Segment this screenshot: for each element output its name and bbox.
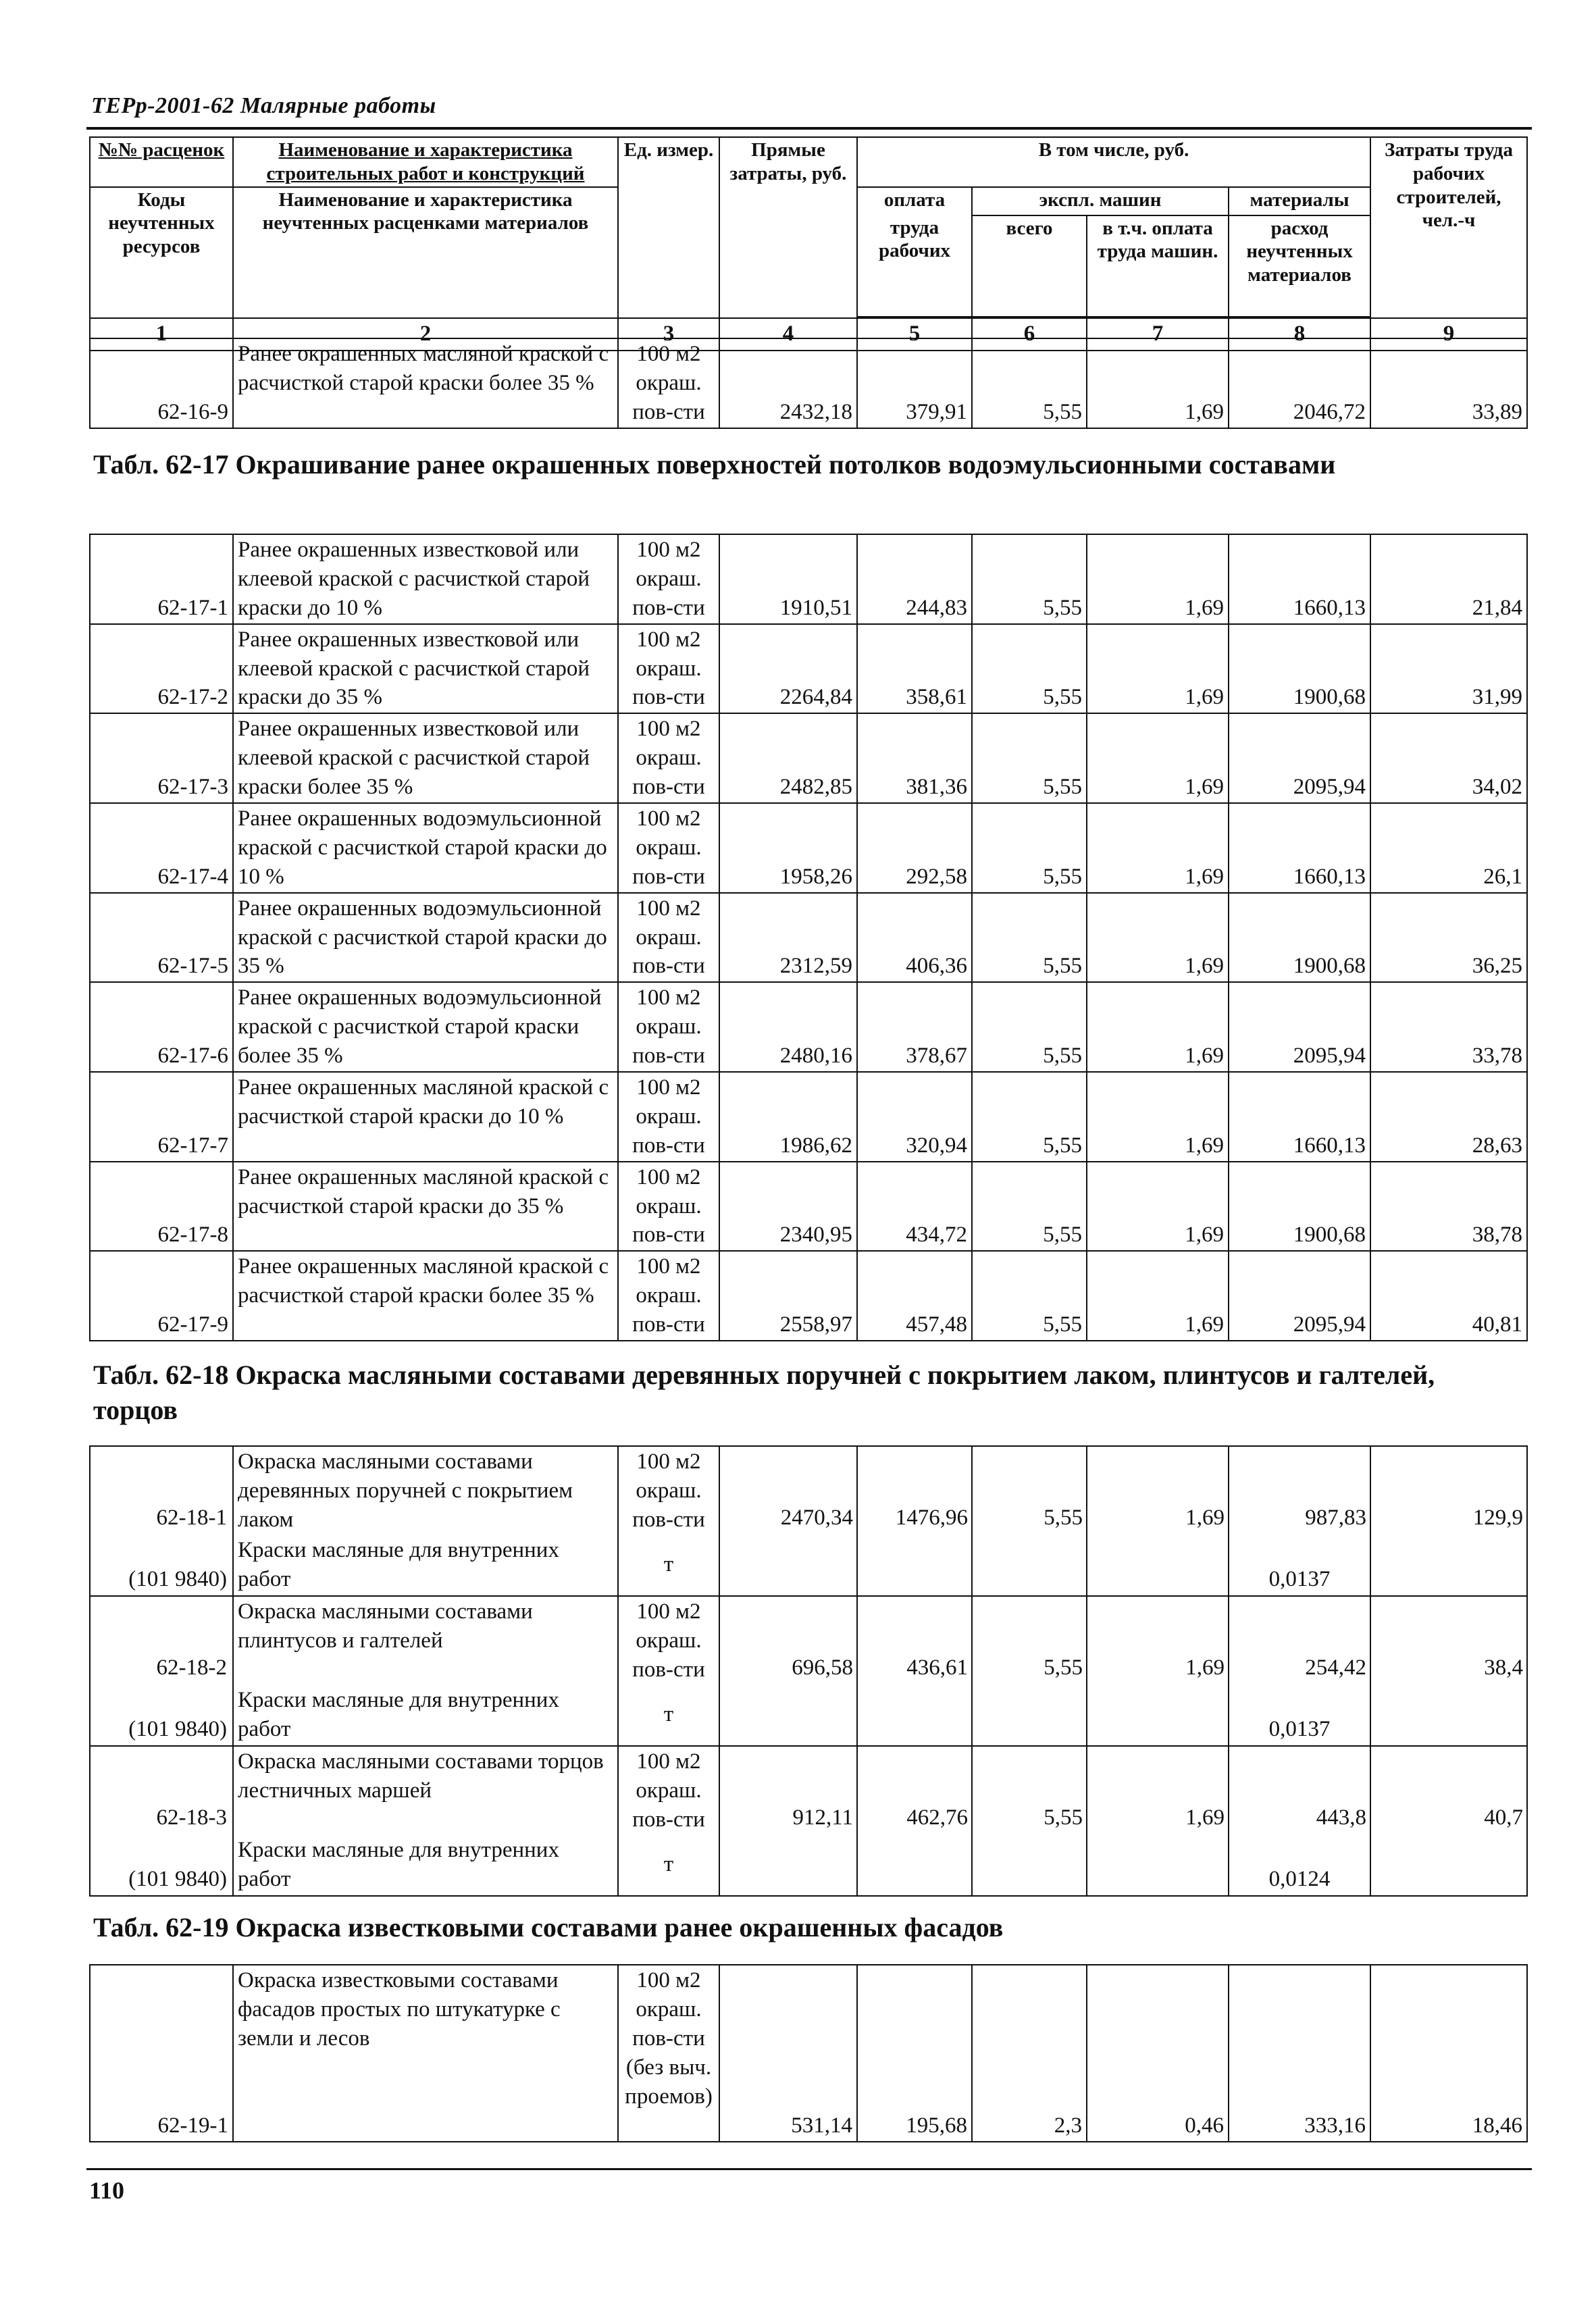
machines-wages: 1,69 — [1087, 803, 1229, 893]
resource-qty: 0,0137 — [1268, 1567, 1331, 1592]
machines-total: 5,55 — [972, 1446, 1087, 1596]
rate-code: 62-17-2 — [90, 624, 233, 714]
unit: 100 м2 окраш. пов-сти — [618, 534, 719, 624]
rate-code: 62-19-1 — [90, 1965, 233, 2142]
direct-cost: 2480,16 — [719, 982, 857, 1072]
machines-total: 5,55 — [972, 713, 1087, 803]
footer-rule — [86, 2168, 1532, 2170]
work-name: Ранее окрашенных известковой или клеевой краской с расчисткой старой краски до 10 % — [233, 534, 618, 624]
table-row — [90, 338, 1527, 428]
rate-code: 62-16-9 — [90, 338, 233, 428]
unit: 100 м2 окраш. пов-сти — [618, 713, 719, 803]
resource-name: Краски масляные для внутренних работ — [238, 1838, 559, 1892]
wages: 1476,96 — [857, 1446, 972, 1596]
machines-wages: 1,69 — [1087, 1251, 1229, 1341]
wages: 457,48 — [857, 1251, 972, 1341]
labor-cost: 33,78 — [1370, 982, 1527, 1072]
work-name-cell — [233, 1746, 618, 1896]
work-name: Ранее окрашенных известковой или клеевой краской с расчисткой старой краски до 35 % — [233, 624, 618, 714]
wages: 320,94 — [857, 1072, 972, 1162]
unit: 100 м2 окраш. пов-сти — [618, 982, 719, 1072]
rate-code: 62-17-4 — [90, 803, 233, 893]
wages: 195,68 — [857, 1965, 972, 2142]
materials: 2095,94 — [1229, 1251, 1370, 1341]
document-title: ТЕРр-2001-62 Малярные работы — [91, 93, 436, 118]
machines-wages: 1,69 — [1087, 1746, 1229, 1896]
table-row — [90, 1446, 1527, 1596]
materials: 2095,94 — [1229, 982, 1370, 1072]
work-name: Окраска масляными составами деревянных поручней с покрытием лаком — [238, 1449, 573, 1532]
wages: 434,72 — [857, 1162, 972, 1252]
resource-qty: 0,0137 — [1268, 1717, 1331, 1742]
direct-cost: 2312,59 — [719, 893, 857, 983]
rate-code-cell — [90, 1746, 233, 1896]
col-code-sub-header: Коды неучтенных ресурсов — [90, 187, 233, 318]
work-name: Ранее окрашенных водоэмульсионной краской с расчисткой старой краски до 10 % — [233, 803, 618, 893]
table-row — [90, 1746, 1527, 1896]
materials: 987,83 — [1305, 1506, 1366, 1530]
direct-cost: 531,14 — [719, 1965, 857, 2142]
table-62-18 — [89, 1445, 1528, 1897]
labor-cost: 40,7 — [1370, 1746, 1527, 1896]
unit: 100 м2 окраш. пов-сти — [632, 1749, 705, 1832]
resource-code: (101 9840) — [128, 1867, 227, 1892]
direct-cost: 2264,84 — [719, 624, 857, 714]
materials: 1660,13 — [1229, 1072, 1370, 1162]
materials-cell — [1229, 1446, 1370, 1596]
wages: 244,83 — [857, 534, 972, 624]
table-row — [90, 1965, 1527, 2142]
wages: 436,61 — [857, 1596, 972, 1746]
header-rule — [86, 127, 1532, 130]
machines-wages: 1,69 — [1087, 1446, 1229, 1596]
wages: 379,91 — [857, 338, 972, 428]
page-number: 110 — [89, 2177, 125, 2204]
resource-unit: т — [663, 1552, 674, 1577]
unit-cell — [618, 1596, 719, 1746]
resource-code: (101 9840) — [128, 1567, 227, 1592]
rate-code: 62-18-3 — [156, 1805, 227, 1830]
resource-name: Краски масляные для внутренних работ — [238, 1688, 559, 1742]
section-title-62-18: Табл. 62-18 Окраска масляными составами деревянных поручней с покрытием лаком, плинтусов и галтелей, торцов — [93, 1360, 1435, 1425]
labor-cost: 31,99 — [1370, 624, 1527, 714]
resource-unit: т — [663, 1852, 674, 1877]
col-number-1: 1 — [90, 318, 233, 351]
labor-cost: 40,81 — [1370, 1251, 1527, 1341]
machines-total: 5,55 — [972, 534, 1087, 624]
resource-code: (101 9840) — [128, 1717, 227, 1742]
labor-cost: 36,25 — [1370, 893, 1527, 983]
col-number-7: 7 — [1087, 318, 1229, 351]
direct-cost: 912,11 — [719, 1746, 857, 1896]
work-name: Ранее окрашенных масляной краской с расчисткой старой краски до 35 % — [233, 1162, 618, 1252]
materials: 254,42 — [1305, 1655, 1366, 1680]
materials: 1900,68 — [1229, 1162, 1370, 1252]
labor-cost: 33,89 — [1370, 338, 1527, 428]
wages: 381,36 — [857, 713, 972, 803]
machines-wages: 1,69 — [1087, 893, 1229, 983]
table-row — [90, 893, 1527, 983]
col-wages-sub-header: труда рабочих — [857, 215, 972, 317]
col-number-5: 5 — [857, 318, 972, 351]
labor-cost: 28,63 — [1370, 1072, 1527, 1162]
col-name-header: Наименование и характеристика строительных работ и конструкций — [233, 137, 618, 187]
machines-total: 5,55 — [972, 624, 1087, 714]
table-row — [90, 1072, 1527, 1162]
table-62-19 — [89, 1964, 1528, 2142]
table-62-16 — [89, 338, 1528, 429]
work-name-cell — [233, 1596, 618, 1746]
unit: 100 м2 окраш. пов-сти — [618, 1072, 719, 1162]
wages: 462,76 — [857, 1746, 972, 1896]
col-labor-header: Затраты труда рабочих строителей, чел.-ч — [1370, 137, 1527, 318]
work-name: Окраска масляными составами торцов лестничных маршей — [238, 1749, 604, 1803]
machines-wages: 1,69 — [1087, 1072, 1229, 1162]
work-name: Ранее окрашенных масляной краской с расчисткой старой краски до 10 % — [233, 1072, 618, 1162]
labor-cost: 18,46 — [1370, 1965, 1527, 2142]
materials: 2095,94 — [1229, 713, 1370, 803]
work-name: Ранее окрашенных водоэмульсионной краской с расчисткой старой краски до 35 % — [233, 893, 618, 983]
unit: 100 м2 окраш. пов-сти — [618, 624, 719, 714]
materials: 1660,13 — [1229, 534, 1370, 624]
machines-total: 5,55 — [972, 338, 1087, 428]
machines-wages: 1,69 — [1087, 624, 1229, 714]
labor-cost: 26,1 — [1370, 803, 1527, 893]
table-row — [90, 624, 1527, 714]
col-number-3: 3 — [618, 318, 719, 351]
machines-wages: 1,69 — [1087, 1162, 1229, 1252]
resource-qty: 0,0124 — [1268, 1867, 1331, 1892]
section-title-62-19: Табл. 62-19 Окраска известковыми составами ранее окрашенных фасадов — [93, 1912, 1004, 1943]
unit: 100 м2 окраш. пов-сти — [632, 1449, 705, 1532]
table-row — [90, 1596, 1527, 1746]
table-row — [90, 982, 1527, 1072]
direct-cost: 2558,97 — [719, 1251, 857, 1341]
rate-code: 62-17-9 — [90, 1251, 233, 1341]
rate-code-cell — [90, 1446, 233, 1596]
col-mach-wages-header: в т.ч. оплата труда машин. — [1087, 215, 1229, 317]
unit: 100 м2 окраш. пов-сти — [618, 803, 719, 893]
col-number-2: 2 — [233, 318, 618, 351]
work-name: Окраска известковыми составами фасадов простых по штукатурке с земли и лесов — [233, 1965, 618, 2142]
labor-cost: 21,84 — [1370, 534, 1527, 624]
materials: 443,8 — [1316, 1805, 1366, 1830]
rate-code: 62-17-8 — [90, 1162, 233, 1252]
work-name: Ранее окрашенных известковой или клеевой краской с расчисткой старой краски более 35 % — [233, 713, 618, 803]
materials-cell — [1229, 1746, 1370, 1896]
rate-code: 62-17-7 — [90, 1072, 233, 1162]
resource-name: Краски масляные для внутренних работ — [238, 1538, 559, 1592]
labor-cost: 34,02 — [1370, 713, 1527, 803]
labor-cost: 38,78 — [1370, 1162, 1527, 1252]
section-title-62-17: Табл. 62-17 Окрашивание ранее окрашенных поверхностей потолков водоэмульсионными составами — [93, 449, 1336, 480]
resource-unit: т — [663, 1702, 674, 1727]
labor-cost: 38,4 — [1370, 1596, 1527, 1746]
unit: 100 м2 окраш. пов-сти — [618, 338, 719, 428]
col-machines-header: экспл. машин — [972, 187, 1229, 215]
col-unit-header: Ед. измер. — [618, 137, 719, 318]
work-name: Ранее окрашенных водоэмульсионной краской с расчисткой старой краски более 35 % — [233, 982, 618, 1072]
work-name: Ранее окрашенных масляной краской с расчисткой старой краски более 35 % — [233, 1251, 618, 1341]
unit: 100 м2 окраш. пов-сти — [618, 1251, 719, 1341]
col-mach-total-header: всего — [972, 215, 1087, 317]
table-row — [90, 713, 1527, 803]
rate-code: 62-18-1 — [156, 1506, 227, 1530]
machines-wages: 1,69 — [1087, 534, 1229, 624]
materials-cell — [1229, 1596, 1370, 1746]
table-62-17 — [89, 534, 1528, 1341]
machines-total: 5,55 — [972, 982, 1087, 1072]
machines-total: 5,55 — [972, 893, 1087, 983]
table-header — [89, 136, 1528, 351]
direct-cost: 2470,34 — [719, 1446, 857, 1596]
direct-cost: 696,58 — [719, 1596, 857, 1746]
rate-code: 62-18-2 — [156, 1655, 227, 1680]
col-materials-sub-header: расход неучтенных материалов — [1229, 215, 1370, 317]
machines-total: 5,55 — [972, 803, 1087, 893]
col-number-9: 9 — [1370, 318, 1527, 351]
work-name: Ранее окрашенных масляной краской с расчисткой старой краски более 35 % — [233, 338, 618, 428]
materials: 2046,72 — [1229, 338, 1370, 428]
direct-cost: 2340,95 — [719, 1162, 857, 1252]
rate-code-cell — [90, 1596, 233, 1746]
unit-cell — [618, 1446, 719, 1596]
table-row — [90, 803, 1527, 893]
unit: 100 м2 окраш. пов-сти (без выч. проемов) — [618, 1965, 719, 2142]
rate-code: 62-17-3 — [90, 713, 233, 803]
rate-code: 62-17-6 — [90, 982, 233, 1072]
table-row — [90, 1162, 1527, 1252]
rate-code: 62-17-5 — [90, 893, 233, 983]
machines-wages: 1,69 — [1087, 338, 1229, 428]
work-name: Окраска масляными составами плинтусов и галтелей — [238, 1599, 533, 1653]
rate-code: 62-17-1 — [90, 534, 233, 624]
machines-total: 5,55 — [972, 1162, 1087, 1252]
col-materials-header: материалы — [1229, 187, 1370, 215]
machines-total: 5,55 — [972, 1596, 1087, 1746]
col-number-8: 8 — [1229, 318, 1370, 351]
wages: 292,58 — [857, 803, 972, 893]
machines-wages: 1,69 — [1087, 1596, 1229, 1746]
col-name-sub-header: Наименование и характеристика неучтенных расценками материалов — [233, 187, 618, 318]
unit-cell — [618, 1746, 719, 1896]
direct-cost: 1986,62 — [719, 1072, 857, 1162]
work-name-cell — [233, 1446, 618, 1596]
col-number-6: 6 — [972, 318, 1087, 351]
materials: 1900,68 — [1229, 624, 1370, 714]
machines-total: 5,55 — [972, 1251, 1087, 1341]
machines-wages: 1,69 — [1087, 982, 1229, 1072]
direct-cost: 2432,18 — [719, 338, 857, 428]
direct-cost: 2482,85 — [719, 713, 857, 803]
materials: 1660,13 — [1229, 803, 1370, 893]
table-row — [90, 534, 1527, 624]
machines-total: 2,3 — [972, 1965, 1087, 2142]
machines-wages: 1,69 — [1087, 713, 1229, 803]
col-direct-header: Прямые затраты, руб. — [719, 137, 857, 318]
wages: 406,36 — [857, 893, 972, 983]
unit: 100 м2 окраш. пов-сти — [618, 1162, 719, 1252]
table-row — [90, 1251, 1527, 1341]
col-code-header: №№ расценок — [90, 137, 233, 187]
unit: 100 м2 окраш. пов-сти — [618, 893, 719, 983]
machines-wages: 0,46 — [1087, 1965, 1229, 2142]
labor-cost: 129,9 — [1370, 1446, 1527, 1596]
machines-total: 5,55 — [972, 1746, 1087, 1896]
machines-total: 5,55 — [972, 1072, 1087, 1162]
materials: 1900,68 — [1229, 893, 1370, 983]
direct-cost: 1910,51 — [719, 534, 857, 624]
col-incl-header: В том числе, руб. — [857, 137, 1370, 187]
direct-cost: 1958,26 — [719, 803, 857, 893]
materials: 333,16 — [1229, 1965, 1370, 2142]
col-number-4: 4 — [719, 318, 857, 351]
unit: 100 м2 окраш. пов-сти — [632, 1599, 705, 1682]
col-wages-header: оплата — [857, 187, 972, 215]
wages: 378,67 — [857, 982, 972, 1072]
wages: 358,61 — [857, 624, 972, 714]
